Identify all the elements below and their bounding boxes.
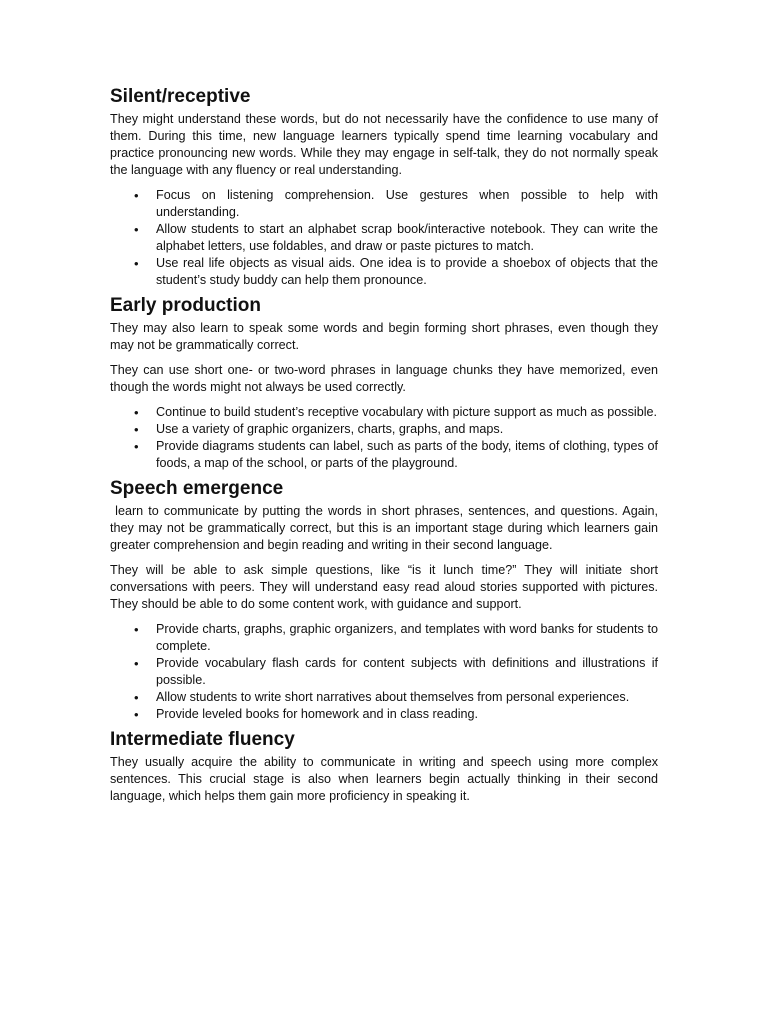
bullet-list xyxy=(110,404,658,472)
paragraph: They usually acquire the ability to communicate in writing and speech using more complex sentences. This crucial stage is also when learners begin actually thinking in their second language, which helps them gain more proficiency in speaking it. xyxy=(110,755,662,803)
section-silent-receptive xyxy=(110,86,662,289)
section-heading: Silent/receptive xyxy=(110,86,251,107)
bullet-item: • Allow students to write short narratives about themselves from personal experiences. xyxy=(156,689,658,706)
bullet-item: • Provide diagrams students can label, such as parts of the body, items of clothing, types of foods, a map of the school, or parts of the playground. xyxy=(156,438,658,472)
bullet-item: • Provide charts, graphs, graphic organizers, and templates with word banks for students to complete. xyxy=(156,621,658,655)
bullet-list xyxy=(110,621,658,723)
section-speech-emergence xyxy=(110,478,662,723)
document-body xyxy=(110,86,662,813)
bullet-item: • Provide vocabulary flash cards for content subjects with definitions and illustrations if possible. xyxy=(156,655,658,689)
bullet-item: • Use real life objects as visual aids. One idea is to provide a shoebox of objects that the student’s study buddy can help them pronounce. xyxy=(156,255,658,289)
bullet-item: • Allow students to start an alphabet scrap book/interactive notebook. They can write the alphabet letters, use foldables, and draw or paste pictures to match. xyxy=(156,221,658,255)
bullet-item: • Provide leveled books for homework and in class reading. xyxy=(156,706,658,723)
section-early-production xyxy=(110,295,662,472)
paragraph: They will be able to ask simple questions, like “is it lunch time?” They will initiate short conversations with peers. They will understand easy read aloud stories supported with pictures. They should be able to do some content work, with guidance and support. xyxy=(110,563,662,611)
bullet-item: • Continue to build student’s receptive vocabulary with picture support as much as possible. xyxy=(156,404,658,421)
paragraph: They might understand these words, but do not necessarily have the confidence to use many of them. During this time, new language learners typically spend time learning vocabulary and practice pronouncing new words. While they may engage in self-talk, they do not normally speak the language with any fluency or real understanding. xyxy=(110,112,662,177)
paragraph: They can use short one- or two-word phrases in language chunks they have memorized, even though the words might not always be used correctly. xyxy=(110,363,662,394)
bullet-item: • Focus on listening comprehension. Use gestures when possible to help with understanding. xyxy=(156,187,658,221)
section-heading: Speech emergence xyxy=(110,478,284,499)
paragraph: They may also learn to speak some words and begin forming short phrases, even though they may not be grammatically correct. xyxy=(110,321,662,352)
bullet-item: • Use a variety of graphic organizers, charts, graphs, and maps. xyxy=(156,421,658,438)
section-heading: Early production xyxy=(110,295,261,316)
paragraph: learn to communicate by putting the words in short phrases, sentences, and questions. Again, they may not be grammatically correct, but this is an important stage during which learners gain greater comprehension and begin reading and writing in their second language. xyxy=(110,504,662,552)
section-heading: Intermediate fluency xyxy=(110,729,295,750)
section-intermediate-fluency xyxy=(110,729,662,805)
bullet-list xyxy=(110,187,658,289)
